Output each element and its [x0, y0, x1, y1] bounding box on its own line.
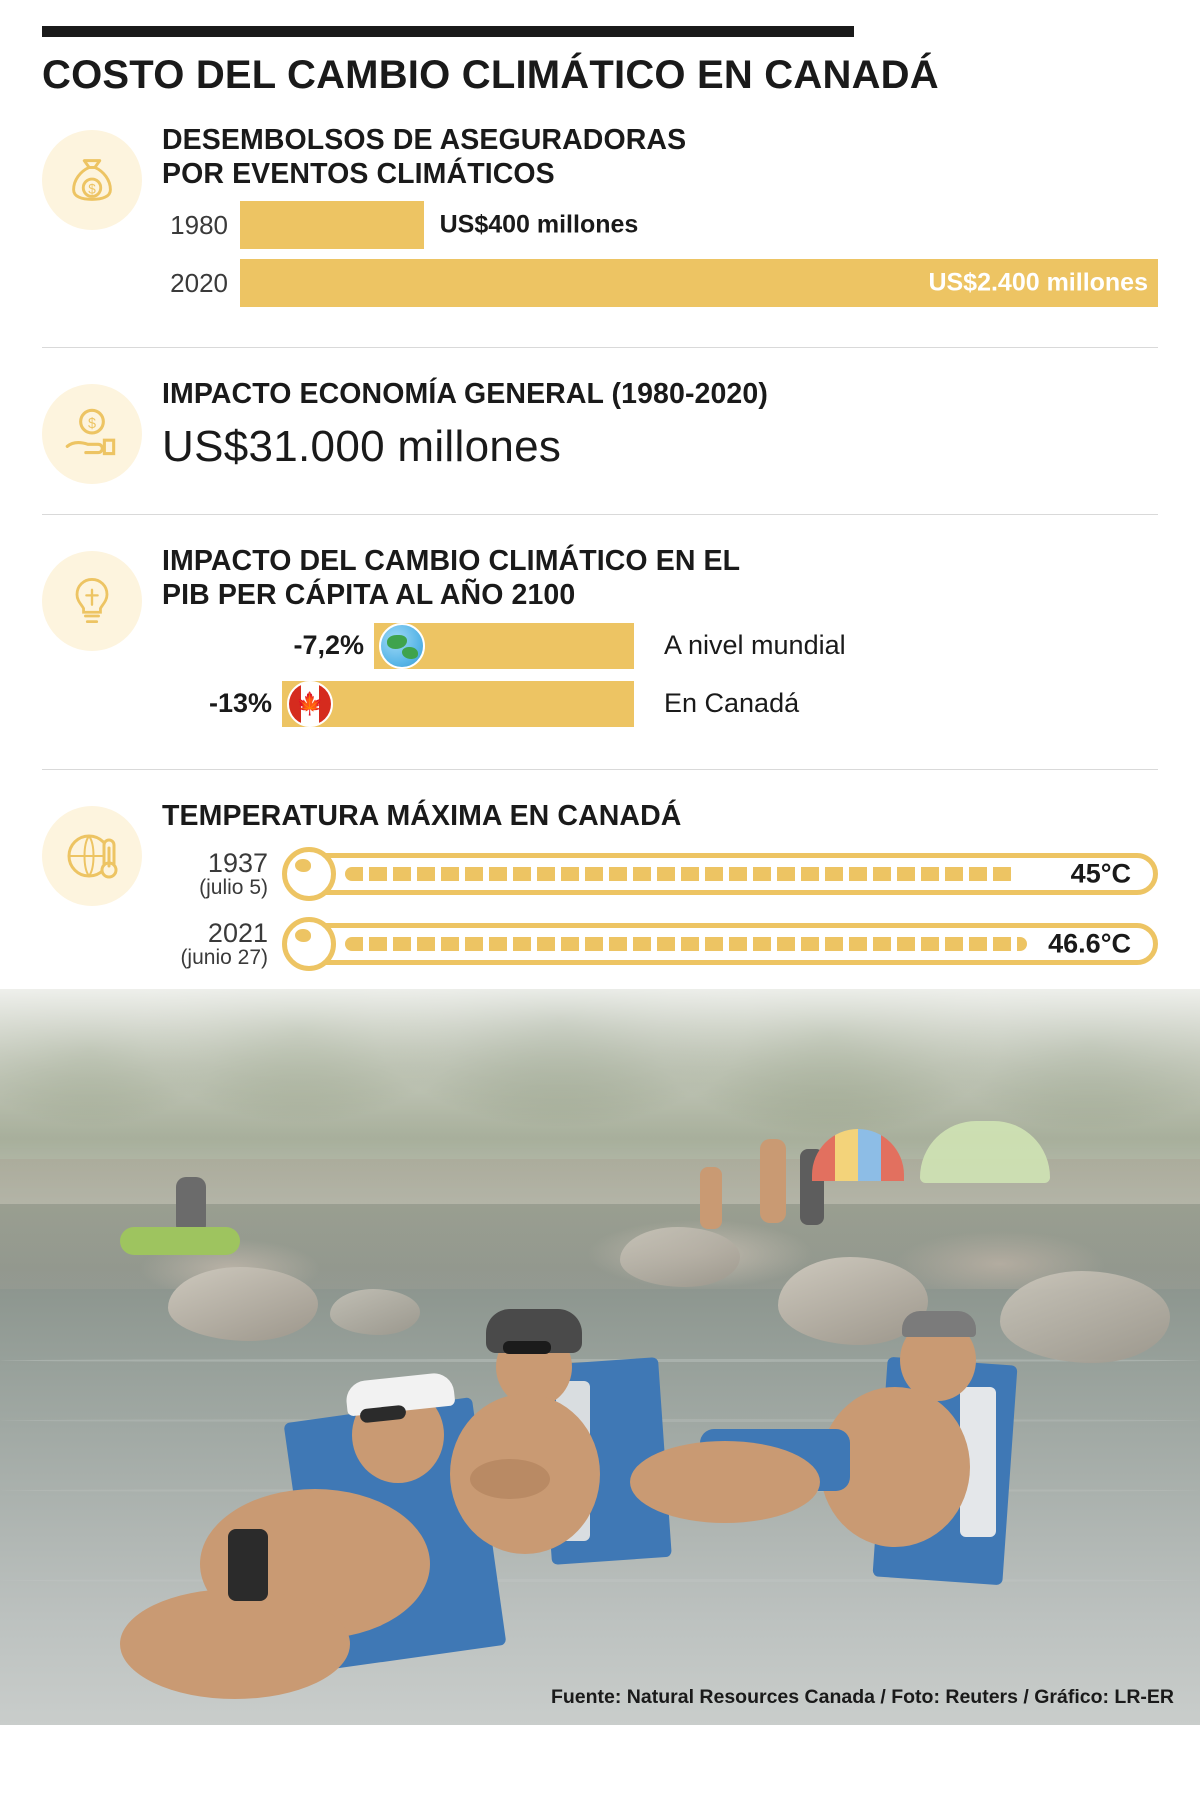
temperature-value-2021: 46.6°C	[1042, 929, 1131, 960]
insurance-icon-col	[42, 124, 162, 230]
photo-distant-person	[700, 1167, 722, 1229]
gdp-body	[162, 545, 1158, 738]
insurance-year-1980: 1980	[170, 209, 228, 240]
header-rule	[42, 26, 854, 37]
temperature-year-2021	[162, 919, 282, 969]
thermometer-2021	[282, 916, 1158, 972]
gdp-row-canada	[162, 681, 1158, 727]
temperature-body	[162, 800, 1158, 984]
insurance-bar-track-1980	[240, 201, 1158, 249]
canada-flag-icon: 🍁	[287, 681, 333, 727]
page-title: COSTO DEL CAMBIO CLIMÁTICO EN CANADÁ	[42, 53, 939, 97]
gdp-value-canada: -13%	[208, 688, 272, 718]
lightbulb-icon	[42, 551, 142, 651]
photo-rock	[1000, 1271, 1170, 1363]
temperature-date-2021: (junio 27)	[180, 946, 268, 970]
temperature-year-label-2021: 2021	[207, 917, 268, 948]
photo-rock	[168, 1267, 318, 1341]
hand-coin-icon	[42, 384, 142, 484]
photo-rock	[620, 1227, 740, 1287]
svg-text:$: $	[88, 181, 96, 197]
thermometer-bulb-1937	[282, 847, 336, 901]
temperature-year-1937	[162, 849, 282, 899]
insurance-bar-track-2020	[240, 259, 1158, 307]
thermometer-tube-1937	[326, 853, 1158, 895]
insurance-title-line2: POR EVENTOS CLIMÁTICOS	[162, 157, 555, 190]
photo-rock	[330, 1289, 420, 1335]
gdp-row-world	[162, 623, 1158, 669]
thermometer-1937	[282, 846, 1158, 902]
economy-icon-col	[42, 378, 162, 484]
economy-figure: US$31.000 millones	[162, 421, 562, 471]
insurance-bar-label-2020: US$2.400 millones	[928, 268, 1148, 297]
insurance-row-1980	[162, 201, 1158, 249]
insurance-year-2020: 2020	[170, 267, 228, 298]
economy-title: IMPACTO ECONOMÍA GENERAL (1980-2020)	[162, 378, 768, 411]
section-insurance	[0, 124, 1200, 317]
svg-text:$: $	[87, 416, 97, 433]
thermometer-tube-2021	[326, 923, 1158, 965]
temperature-value-1937: 45°C	[1065, 859, 1131, 890]
section-temperature	[0, 800, 1200, 984]
globe-thermometer-icon	[42, 806, 142, 906]
temperature-title: TEMPERATURA MÁXIMA EN CANADÁ	[162, 799, 682, 832]
insurance-row-2020	[162, 259, 1158, 307]
section-economy	[0, 378, 1200, 484]
gdp-bar-canada	[282, 681, 634, 727]
photo-river-bathers	[0, 989, 1200, 1725]
thermometer-bulb-2021	[282, 917, 336, 971]
temperature-row-1937	[162, 843, 1158, 905]
gdp-title-line2: PIB PER CÁPITA AL AÑO 2100	[162, 578, 576, 611]
gdp-title-line1: IMPACTO DEL CAMBIO CLIMÁTICO EN EL	[162, 545, 741, 578]
gdp-icon-col	[42, 545, 162, 651]
photo-inflatable-float	[120, 1227, 240, 1255]
photo-credit: Fuente: Natural Resources Canada / Foto: Reuters / Gráfico: LR-ER	[550, 1686, 1174, 1709]
insurance-body	[162, 124, 1158, 317]
gdp-title	[162, 545, 1158, 612]
photo-haze	[0, 989, 1200, 1139]
temperature-row-2021	[162, 913, 1158, 975]
insurance-title	[162, 124, 1158, 191]
thermometer-mercury-2021	[345, 937, 1027, 951]
money-bag-icon	[42, 130, 142, 230]
insurance-bar-label-1980: US$400 millones	[439, 210, 639, 239]
gdp-caption-world: A nivel mundial	[664, 630, 846, 660]
gdp-caption-canada: En Canadá	[664, 688, 800, 718]
photo-distant-person	[760, 1139, 786, 1223]
temperature-icon-col	[42, 800, 162, 906]
temperature-date-1937: (julio 5)	[199, 876, 268, 900]
section-gdp	[0, 545, 1200, 738]
gdp-bar-world	[374, 623, 634, 669]
thermometer-mercury-1937	[345, 867, 1017, 881]
world-globe-icon	[379, 623, 425, 669]
insurance-title-line1: DESEMBOLSOS DE ASEGURADORAS	[162, 124, 687, 156]
gdp-value-world: -7,2%	[293, 630, 364, 660]
temperature-year-label-1937: 1937	[207, 847, 268, 878]
economy-body	[162, 378, 1158, 472]
insurance-bar-fill-1980	[240, 201, 424, 249]
